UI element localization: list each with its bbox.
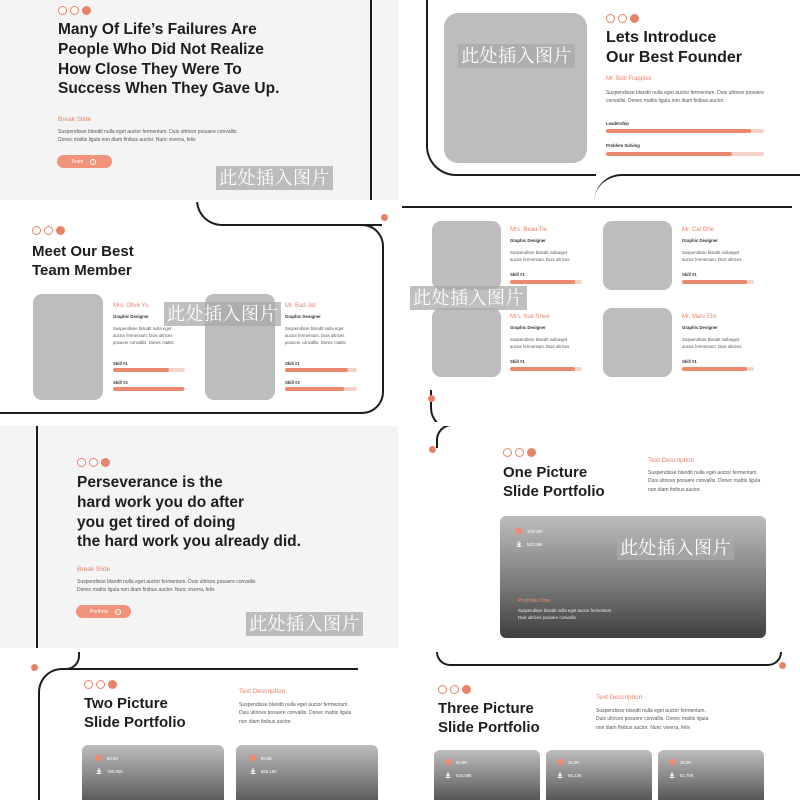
skill-bar-fill	[285, 368, 348, 372]
member-text: Suspendisse blandit nullaeget auctor fermentum. Duis ultrices	[510, 250, 570, 262]
stat-value: 520,58K	[527, 541, 544, 547]
dot-icon	[44, 226, 53, 235]
portfolio-heading: One Picture Slide Portfolio	[503, 464, 605, 501]
member-text: Suspendisse blandit nullaeget auctor fermentum. Duis ultrices	[510, 337, 570, 349]
team-button-label: Team	[71, 158, 84, 165]
image-placeholder: 此处插入图片	[246, 612, 363, 636]
decorative-line	[0, 412, 360, 414]
skill-bar	[113, 387, 185, 391]
accent-dot-icon	[428, 395, 435, 402]
description-text: Suspendisse blandit nulla eget auctor fermentum. Duis ultrices posuere convallis. Donec mattis ligula non diam finibus auctor.	[239, 702, 352, 725]
member-name: Mrs. Beau Tie	[510, 227, 548, 233]
member-name: Mr. Marv Elis	[682, 314, 717, 320]
stat-value: 50,5K	[456, 759, 468, 765]
dot-icon	[32, 226, 41, 235]
member-text: Suspendisse blandit nullaeget auctor fermentum. Duis ultrices	[682, 250, 742, 262]
stat-row	[96, 768, 123, 774]
dot-icon	[450, 685, 459, 694]
text-description-label: Text Description	[648, 457, 695, 464]
skill-label: Skill #1	[510, 359, 525, 364]
slide-break-1[interactable]	[0, 0, 398, 200]
stat-value: 80,8K	[261, 755, 273, 761]
decorative-line	[402, 202, 792, 208]
dot-icon	[70, 6, 79, 15]
skill-label: Skill #2	[285, 380, 300, 385]
arrow-right-icon: ›	[115, 609, 121, 615]
accent-dot-icon	[31, 664, 38, 671]
download-icon	[250, 768, 256, 774]
skill-bar	[606, 129, 764, 133]
member-name: Mr. Bad Jet	[285, 303, 316, 309]
body-text: Suspendisse blandit nulla eget auctor fermentum. Duis ultrices posuere convallis. Donec mattis ligula non diam finibus auctor. Nunc viverra, felis	[77, 579, 257, 594]
image-placeholder: 此处插入图片	[458, 44, 575, 68]
member-role: Graphic Designer	[510, 238, 546, 243]
skill-bar-fill	[285, 387, 344, 391]
member-role: Graphic Designer	[113, 314, 149, 319]
chart-icon	[516, 528, 522, 534]
stat-row	[96, 755, 118, 761]
chart-icon	[557, 759, 563, 765]
chart-icon	[250, 755, 256, 761]
founder-text: Suspendisse blandit nulla eget auctor fermentum. Duis ultrices posuere convallis. Donec mattis ligula non diam finibus auctor.	[606, 90, 764, 105]
dot-icon	[462, 685, 471, 694]
download-icon	[96, 768, 102, 774]
download-icon	[669, 772, 675, 778]
dot-icon	[89, 458, 98, 467]
text-description-label: Text Description	[239, 688, 286, 695]
portfolio-text: Suspendisse blandit nulla eget auctor fermentum. Duis ultrices posuere convallis.	[518, 608, 613, 620]
founder-photo	[444, 13, 587, 163]
skill-bar	[510, 367, 582, 371]
skill-bar-fill	[510, 367, 575, 371]
founder-name: Mr. Bob Frapples	[606, 76, 652, 82]
chart-icon	[96, 755, 102, 761]
dot-icon	[630, 14, 639, 23]
dot-icon	[82, 6, 91, 15]
stat-value: 855,15K	[261, 768, 278, 774]
slide-three-picture[interactable]	[402, 652, 800, 800]
break-slide-label: Break Slide	[58, 116, 92, 123]
skill-label: Skill #1	[682, 272, 697, 277]
accent-dot-icon	[381, 214, 388, 221]
dot-icon	[618, 14, 627, 23]
member-photo	[603, 221, 672, 290]
decorative-line	[436, 652, 782, 666]
team-button[interactable]	[57, 155, 112, 168]
description-text: Suspendisse blandit nulla eget auctor fermentum. Duis ultrices posuere convallis. Donec mattis ligula non diam finibus auctor.	[648, 470, 761, 493]
break-slide-label: Break Slide	[77, 566, 111, 573]
skill-bar	[682, 367, 754, 371]
member-role: Graphic Designer	[682, 238, 718, 243]
skill-bar	[606, 152, 764, 156]
image-placeholder: 此处插入图片	[164, 302, 281, 326]
slide-dots	[84, 680, 117, 689]
skill-label: Problem Solving	[606, 143, 640, 148]
stat-value: 28,5K	[680, 759, 692, 765]
quote-heading: Perseverance is the hard work you do after you get tired of doing the hard work you already did.	[77, 474, 301, 551]
dot-icon	[515, 448, 524, 457]
slide-one-picture[interactable]	[402, 426, 800, 648]
slide-dots	[438, 685, 471, 694]
download-icon	[516, 541, 522, 547]
slide-two-picture[interactable]	[0, 652, 398, 800]
skill-bar-fill	[113, 387, 184, 391]
member-role: Graphic Designer	[285, 314, 321, 319]
skill-label: Skill #2	[113, 380, 128, 385]
skill-bar-fill	[682, 367, 747, 371]
dot-icon	[108, 680, 117, 689]
member-text: Suspendisse blandit nulla eget auctor fermentum. Duis ultrices posuere convallis. Donec mattis	[113, 326, 174, 345]
founder-heading: Lets Introduce Our Best Founder	[606, 29, 743, 67]
decorative-line	[196, 202, 382, 226]
skill-label: Leadership	[606, 121, 629, 126]
dot-icon	[77, 458, 86, 467]
stat-row	[557, 759, 579, 765]
slide-founder[interactable]	[402, 0, 800, 200]
dot-icon	[527, 448, 536, 457]
dot-icon	[606, 14, 615, 23]
skill-bar	[285, 368, 357, 372]
dot-icon	[503, 448, 512, 457]
team-heading: Meet Our Best Team Member	[32, 243, 134, 280]
stat-row	[516, 528, 543, 534]
skill-label: Skill #1	[510, 272, 525, 277]
stat-value: 50,5K	[107, 755, 119, 761]
stat-row	[250, 768, 277, 774]
skill-bar-fill	[606, 152, 732, 156]
stat-row	[669, 759, 691, 765]
dot-icon	[96, 680, 105, 689]
dot-icon	[84, 680, 93, 689]
dot-icon	[101, 458, 110, 467]
skill-label: Skill #1	[682, 359, 697, 364]
decorative-line	[358, 224, 384, 414]
slide-team-2[interactable]	[0, 202, 398, 422]
skill-bar-fill	[510, 280, 575, 284]
image-placeholder: 此处插入图片	[216, 166, 333, 190]
portfolio-heading: Three Picture Slide Portfolio	[438, 700, 540, 737]
skill-bar-fill	[682, 280, 747, 284]
portfolio-button[interactable]	[76, 605, 131, 618]
member-role: Graphic Designer	[682, 325, 718, 330]
stat-value: 52,75K	[680, 772, 694, 778]
chart-icon	[445, 759, 451, 765]
slide-dots	[606, 14, 639, 23]
decorative-line	[436, 426, 796, 448]
accent-dot-icon	[429, 446, 436, 453]
stat-row	[557, 772, 582, 778]
body-text: Suspendisse blandit nulla eget auctor fermentum. Duis ultrices posuere convallis. Donec mattis ligula non diam finibus auctor. Nunc viverra, felis	[58, 129, 238, 144]
member-text: Suspendisse blandit nulla eget auctor fermentum. Duis ultrices posuere convallis. Donec mattis	[285, 326, 346, 345]
stat-value: 85,23K	[568, 772, 582, 778]
skill-bar	[682, 280, 754, 284]
arrow-right-icon: ›	[90, 159, 96, 165]
stat-row	[250, 755, 272, 761]
slide-break-2[interactable]	[0, 426, 398, 648]
stat-value: 25,8K	[568, 759, 580, 765]
portfolio-button-label: Portfolio	[90, 608, 109, 615]
dot-icon	[438, 685, 447, 694]
skill-label: Skill #1	[113, 361, 128, 366]
description-text: Suspendisse blandit nulla eget auctor fermentum. Duis ultrices posuere convallis. Donec mattis ligula non diam finibus auctor. Nunc viverra, felis	[596, 708, 709, 731]
slide-dots	[503, 448, 536, 457]
stat-row	[445, 759, 467, 765]
stat-row	[445, 772, 472, 778]
stat-value: 520,58K	[456, 772, 473, 778]
dot-icon	[58, 6, 67, 15]
stat-row	[516, 541, 543, 547]
member-photo	[33, 294, 103, 400]
skill-bar	[510, 280, 582, 284]
member-text: Suspendisse blandit nullaeget auctor fermentum. Duis ultrices	[682, 337, 742, 349]
member-role: Graphic Designer	[510, 325, 546, 330]
decorative-line	[36, 426, 40, 648]
stat-row	[669, 772, 694, 778]
decorative-line	[370, 0, 378, 200]
portfolio-label: Portfolio One	[518, 598, 551, 604]
skill-bar-fill	[113, 368, 169, 372]
decorative-line	[594, 174, 800, 200]
member-photo	[603, 308, 672, 377]
skill-bar	[113, 368, 185, 372]
quote-heading: Many Of Life’s Failures Are People Who Did Not Realize How Close They Were To Success When They Gave Up.	[58, 21, 280, 98]
member-photo	[432, 221, 501, 290]
skill-bar-fill	[606, 129, 751, 133]
skill-label: Skill #1	[285, 361, 300, 366]
accent-dot-icon	[779, 662, 786, 669]
member-name: Mrs. Olive Yu	[113, 303, 149, 309]
dot-icon	[56, 226, 65, 235]
decorative-line	[430, 390, 630, 422]
stat-value: 100,50K	[527, 528, 544, 534]
download-icon	[557, 772, 563, 778]
slide-dots	[58, 6, 91, 15]
text-description-label: Text Description	[596, 694, 643, 701]
member-name: Mr. Cal Orie	[682, 227, 715, 233]
slide-dots	[32, 226, 65, 235]
slide-dots	[77, 458, 110, 467]
slide-team-4[interactable]	[402, 202, 800, 422]
image-placeholder: 此处插入图片	[410, 286, 527, 310]
skill-bar	[285, 387, 357, 391]
download-icon	[445, 772, 451, 778]
member-photo	[432, 308, 501, 377]
stat-value: 780,85K	[107, 768, 124, 774]
chart-icon	[669, 759, 675, 765]
portfolio-heading: Two Picture Slide Portfolio	[84, 695, 186, 732]
member-name: Mrs. Sue Shee	[510, 314, 550, 320]
image-placeholder: 此处插入图片	[617, 536, 734, 560]
